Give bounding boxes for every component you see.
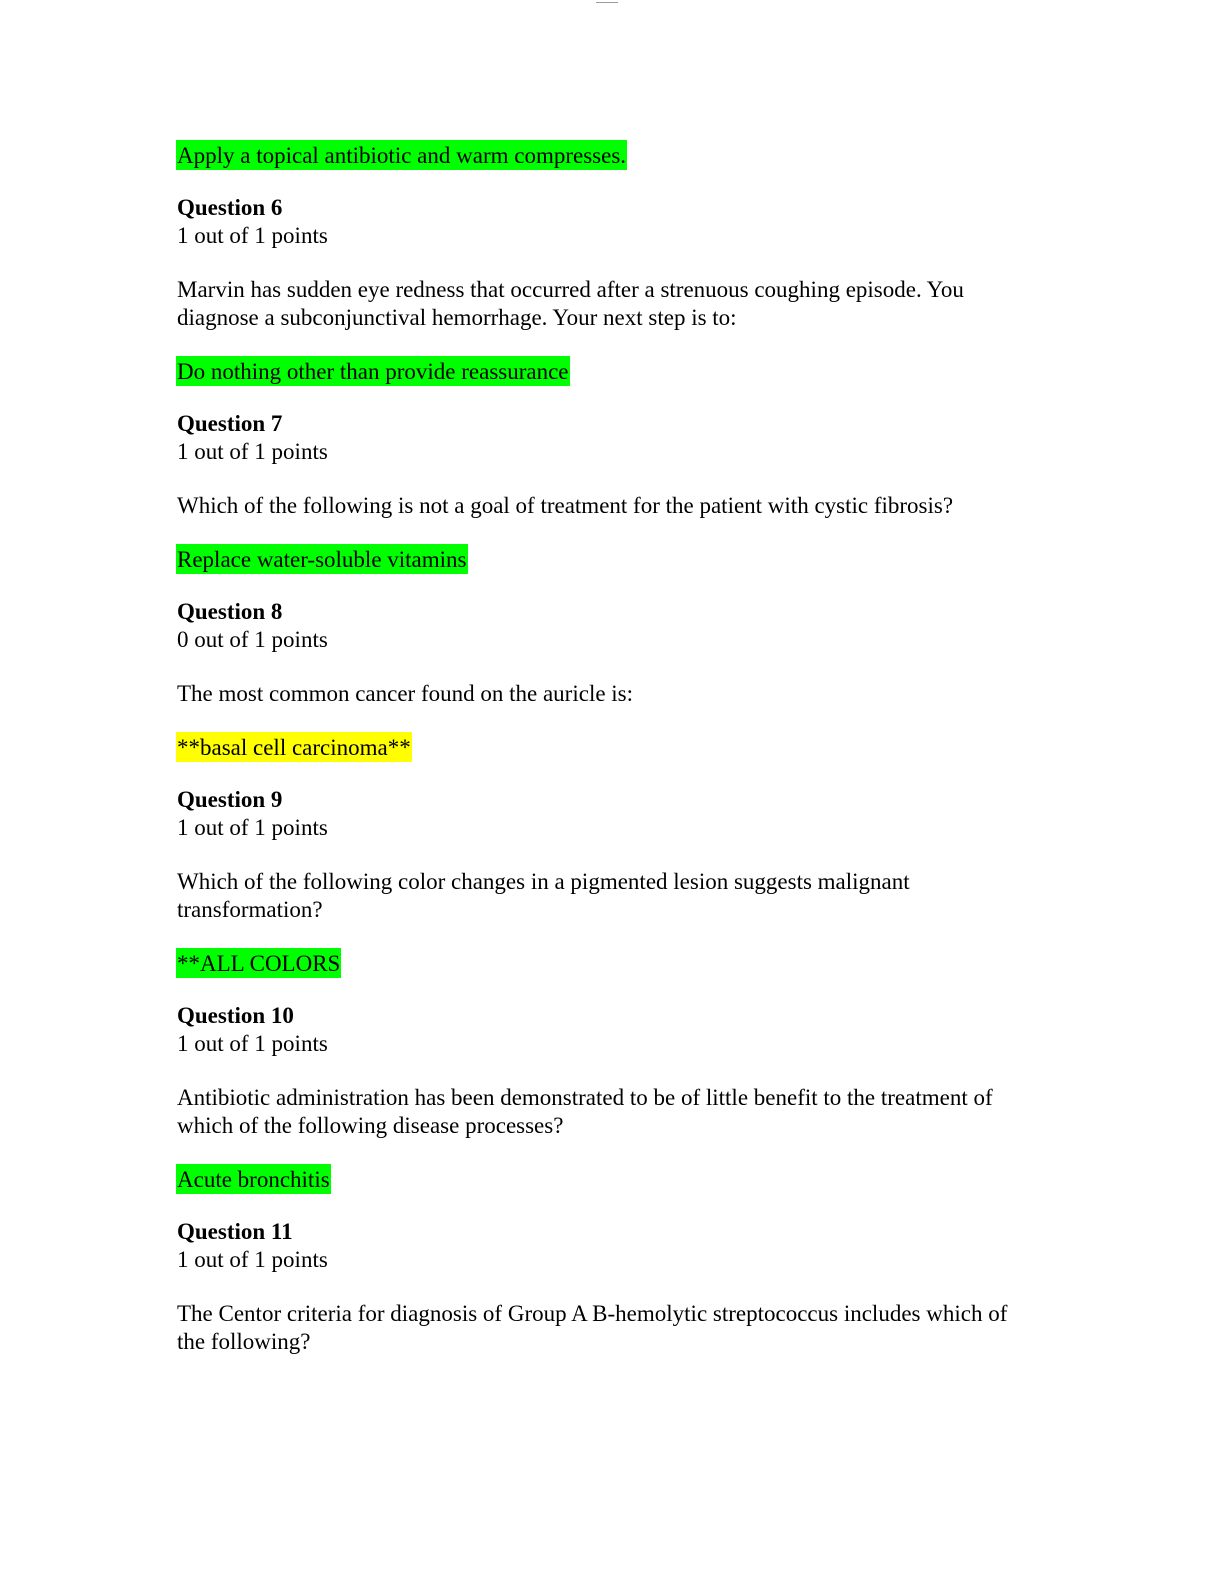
answer-row (177, 140, 1037, 170)
answer-highlight: Apply a topical antibiotic and warm compresses. (176, 140, 627, 170)
question-6 (177, 194, 1037, 386)
question-points: 0 out of 1 points (177, 627, 328, 652)
question-title: Question 7 (177, 411, 283, 436)
question-8 (177, 598, 1037, 762)
question-9 (177, 786, 1037, 978)
question-header (177, 598, 1037, 654)
answer-row (177, 1164, 1037, 1194)
answer-row (177, 356, 1037, 386)
answer-highlight: Do nothing other than provide reassurance (176, 356, 570, 386)
question-points: 1 out of 1 points (177, 1247, 328, 1272)
answer-highlight: Acute bronchitis (176, 1164, 331, 1194)
question-text: The Centor criteria for diagnosis of Group A B-hemolytic streptococcus includes which of the following? (177, 1301, 1008, 1354)
answer-highlight: **ALL COLORS (176, 948, 341, 978)
question-header (177, 194, 1037, 250)
page-header-mark (596, 0, 618, 3)
question-title: Question 11 (177, 1219, 293, 1244)
question-points: 1 out of 1 points (177, 223, 328, 248)
answer-row (177, 732, 1037, 762)
question-header (177, 1002, 1037, 1058)
question-title: Question 6 (177, 195, 283, 220)
question-text: Which of the following is not a goal of treatment for the patient with cystic fibrosis? (177, 493, 954, 518)
question-text: Which of the following color changes in a pigmented lesion suggests malignant transformation? (177, 869, 910, 922)
question-header (177, 410, 1037, 466)
document-page (177, 140, 1037, 1380)
question-title: Question 10 (177, 1003, 294, 1028)
question-text: Antibiotic administration has been demonstrated to be of little benefit to the treatment of which of the following disease processes? (177, 1085, 993, 1138)
question-title: Question 9 (177, 787, 283, 812)
question-text: The most common cancer found on the auricle is: (177, 681, 634, 706)
question-text: Marvin has sudden eye redness that occurred after a strenuous coughing episode. You diagnose a subconjunctival hemorrhage. Your next step is to: (177, 277, 964, 330)
answer-highlight: Replace water-soluble vitamins (176, 544, 468, 574)
question-header (177, 1218, 1037, 1274)
question-10 (177, 1002, 1037, 1194)
answer-highlight: **basal cell carcinoma** (176, 732, 412, 762)
question-header (177, 786, 1037, 842)
question-7 (177, 410, 1037, 574)
answer-row (177, 544, 1037, 574)
question-points: 1 out of 1 points (177, 439, 328, 464)
answer-row (177, 948, 1037, 978)
question-title: Question 8 (177, 599, 283, 624)
question-points: 1 out of 1 points (177, 1031, 328, 1056)
question-11 (177, 1218, 1037, 1356)
question-points: 1 out of 1 points (177, 815, 328, 840)
